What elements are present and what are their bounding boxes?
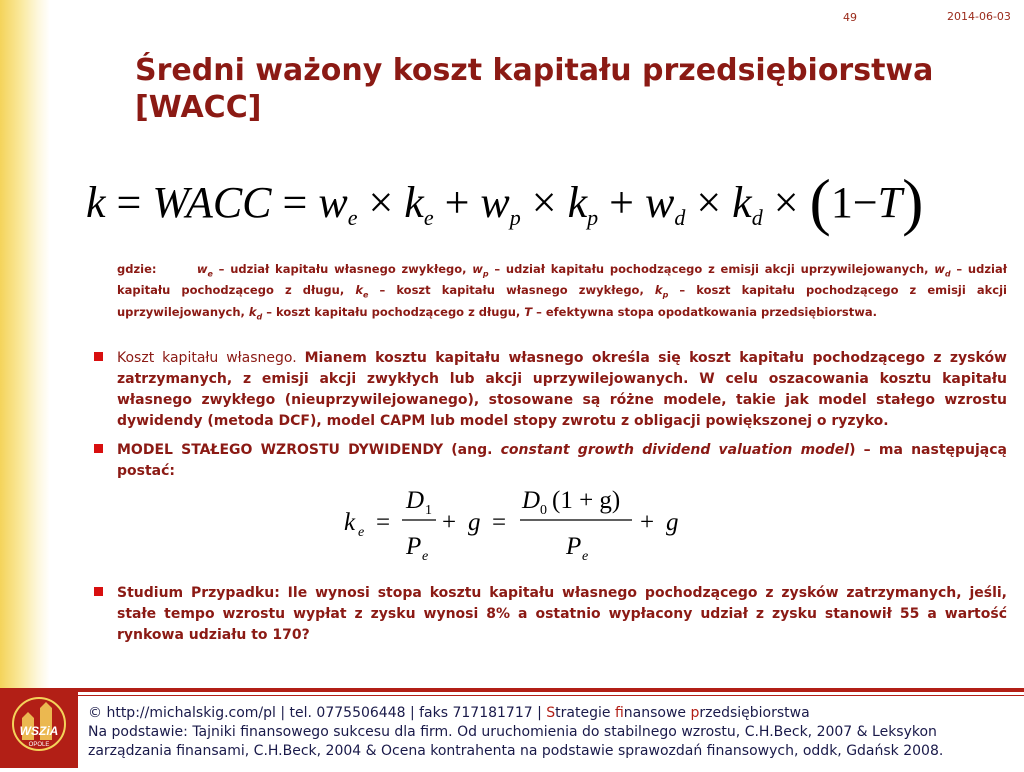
svg-text:D: D (522, 487, 541, 514)
bullet-dividend-model: MODEL STAŁEGO WZROSTU DYWIDENDY (ang. constant growth dividend valuation model) – ma następującą postać: (117, 440, 1007, 482)
svg-text:D: D (406, 487, 425, 514)
title-line-1: Średni ważony koszt kapitału przedsiębiorstwa (135, 53, 934, 88)
svg-text:P: P (406, 533, 422, 560)
footer-contact-line: © http://michalskig.com/pl | tel. 0775506448 | faks 717181717 | Strategie finansowe przedsiębiorstwa (88, 705, 810, 721)
dividend-growth-formula (340, 482, 700, 568)
svg-text:k: k (344, 509, 356, 536)
bullet-cost-of-equity: Koszt kapitału własnego. Mianem kosztu kapitału własnego określa się koszt kapitału pochodzącego z zysków zatrzymanych, z emisji akcji zwykłych lub akcji uprzywilejowanych. W celu oszacowania kosztu kapitału własnego zwykłego (nieuprzywilejowanego), stosowane są różne modele, takie jak model stałego wzrostu dywidendy (metoda DCF), model CAPM lub model stopy zwrotu z obligacji powiększonej o ryzyko. (117, 348, 1007, 432)
svg-text:WSZiA: WSZiA (19, 724, 59, 738)
formula-legend: gdzie: $w_e$ – udział kapitału własnego zwykłego, $w_p$ – udział kapitału pochodzącego z emisji akcji uprzywilejowanych, $w_d$ – udział kapitału pochodzącego z długu, $k_e$ – koszt kapitału własnego zwykłego, $k_p$ – koszt kapitału pochodzącego z emisji akcji uprzywilejowanych, $k_d$ – koszt kapitału pochodzącego z długu, T – efektywna stopa opodatkowania przedsiębiorstwa. (117, 262, 1008, 321)
bullet-square-icon (94, 444, 103, 453)
svg-text:=: = (376, 509, 391, 536)
footer-rule-thin (78, 695, 1024, 696)
svg-text:1: 1 (425, 503, 432, 518)
title-line-2: [WACC] (135, 90, 262, 125)
svg-text:P: P (566, 533, 582, 560)
svg-text:0: 0 (540, 503, 547, 518)
slide-number: 49 (843, 11, 857, 24)
left-gradient-band (0, 0, 50, 690)
svg-text:=: = (492, 509, 507, 536)
legend-label: gdzie: (117, 262, 157, 276)
svg-text:g: g (468, 509, 481, 536)
svg-text:+: + (442, 509, 457, 536)
svg-text:+: + (640, 509, 655, 536)
footer-rule (78, 688, 1024, 692)
wacc-formula: k = WACC = $w_e \times k_e + w_p \times k_p + w_d \times k_d \times (1-T)$ (86, 166, 924, 237)
logo-box (0, 688, 78, 768)
bullet-case-study: Studium Przypadku: Ile wynosi stopa kosztu kapitału własnego pochodzącego z zysków zatrzymanych, jeśli, stałe tempo wzrostu wypłat z zysku wynosi 8% a ostatnio wypłacony udział z zysku stanowił 55 a wartość rynkowa udziału to 170? (117, 583, 1007, 646)
svg-text:e: e (358, 525, 365, 540)
bullet-square-icon (94, 587, 103, 596)
svg-text:g: g (666, 509, 679, 536)
footer-sources: Na podstawie: Tajniki finansowego sukcesu dla firm. Od uruchomienia do stabilnego wzrostu, C.H.Beck, 2007 & Leksykon zarządzania finansami, C.H.Beck, 2004 & Ocena kontrahenta na podstawie sprawozdań finansowych, oddk, Gdańsk 2008. (88, 724, 944, 759)
school-logo-icon (0, 688, 78, 768)
svg-text:OPOLE: OPOLE (28, 742, 50, 748)
footer (88, 704, 1018, 761)
svg-text:(1 + g): (1 + g) (552, 487, 621, 514)
bullet-square-icon (94, 352, 103, 361)
slide-date: 2014-06-03 (947, 10, 1011, 23)
page-title (135, 52, 975, 126)
svg-text:e: e (422, 549, 429, 564)
svg-text:e: e (582, 549, 589, 564)
